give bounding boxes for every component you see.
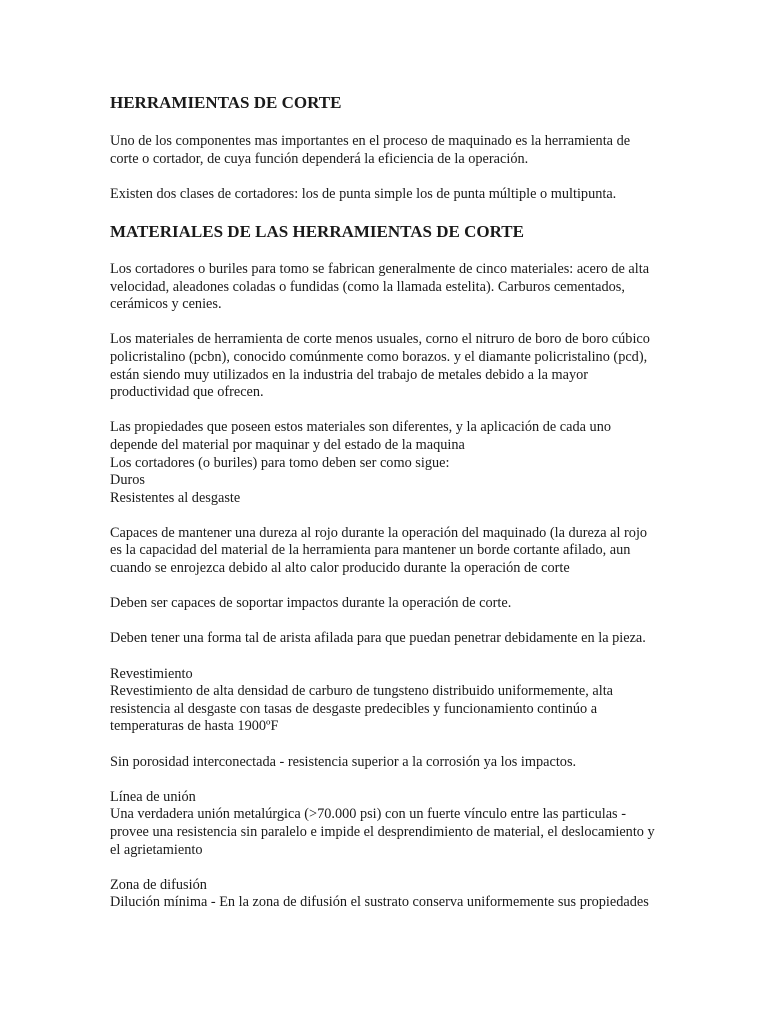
union-block xyxy=(110,789,658,859)
intro-paragraph-1: Uno de los componentes mas importantes en el proceso de maquinado es la herramienta de corte o cortador, de cuya función dependerá la eficiencia de la operación. xyxy=(110,133,631,167)
revestimiento-block xyxy=(110,666,658,736)
revestimiento-text: Revestimiento de alta densidad de carburo de tungsteno distribuido uniformemente, alta resistencia al desgaste con tasas de desgaste predecibles y funcionamiento continúo a temperaturas de hasta 1900ºF xyxy=(110,683,614,735)
properties-line-2: Los cortadores (o buriles) para tomo deben ser como sigue: xyxy=(110,454,450,471)
difusion-title: Zona de difusión xyxy=(110,876,207,893)
document-page xyxy=(110,92,658,912)
properties-block xyxy=(110,419,658,507)
porosidad-paragraph: Sin porosidad interconectada - resistencia superior a la corrosión ya los impactos. xyxy=(110,753,577,770)
forma-paragraph: Deben tener una forma tal de arista afilada para que puedan penetrar debidamente en la pieza. xyxy=(110,630,646,647)
union-title: Línea de unión xyxy=(110,788,196,805)
heading-materiales: MATERIALES DE LAS HERRAMIENTAS DE CORTE xyxy=(110,221,524,241)
materials-paragraph-2: Los materiales de herramienta de corte menos usuales, corno el nitruro de boro de boro cúbico policristalino (pcbn), conocido comúnmente como borazos. y el diamante policristalino (pcd), están siendo muy utilizados en la industria del trabajo de metales debido a la mayor productividad que ofrecen. xyxy=(110,331,650,401)
revestimiento-title: Revestimiento xyxy=(110,665,193,682)
difusion-block xyxy=(110,877,658,912)
properties-line-3: Duros xyxy=(110,472,145,489)
difusion-text: Dilución mínima - En la zona de difusión el sustrato conserva uniformemente sus propiedades xyxy=(110,894,649,911)
heading-herramientas-de-corte: HERRAMIENTAS DE CORTE xyxy=(110,93,342,112)
properties-line-1: Las propiedades que poseen estos materiales son diferentes, y la aplicación de cada uno depende del material por maquinar y del estado de la maquina xyxy=(110,419,611,453)
impactos-paragraph: Deben ser capaces de soportar impactos durante la operación de corte. xyxy=(110,595,512,612)
union-text: Una verdadera unión metalúrgica (>70.000 psi) con un fuerte vínculo entre las particulas - provee una resistencia sin paralelo e impide el desprendimiento de material, el deslocamiento y el agrietamiento xyxy=(110,806,655,858)
materials-paragraph-1: Los cortadores o buriles para tomo se fabrican generalmente de cinco materiales: acero de alta velocidad, aleadones coladas o fundidas (como la llamada estelita). Carburos cementados, cerámicos y cenies. xyxy=(110,260,650,313)
properties-line-4: Resistentes al desgaste xyxy=(110,489,241,506)
capaces-paragraph: Capaces de mantener una dureza al rojo durante la operación del maquinado (la dureza al rojo es la capacidad del material de la herramienta para mantener un borde cortante afilado, aun cuando se enrojezca debido al alto calor producido durante la operación de corte xyxy=(110,524,648,577)
intro-paragraph-2: Existen dos clases de cortadores: los de punta simple los de punta múltiple o multipunta. xyxy=(110,185,617,202)
